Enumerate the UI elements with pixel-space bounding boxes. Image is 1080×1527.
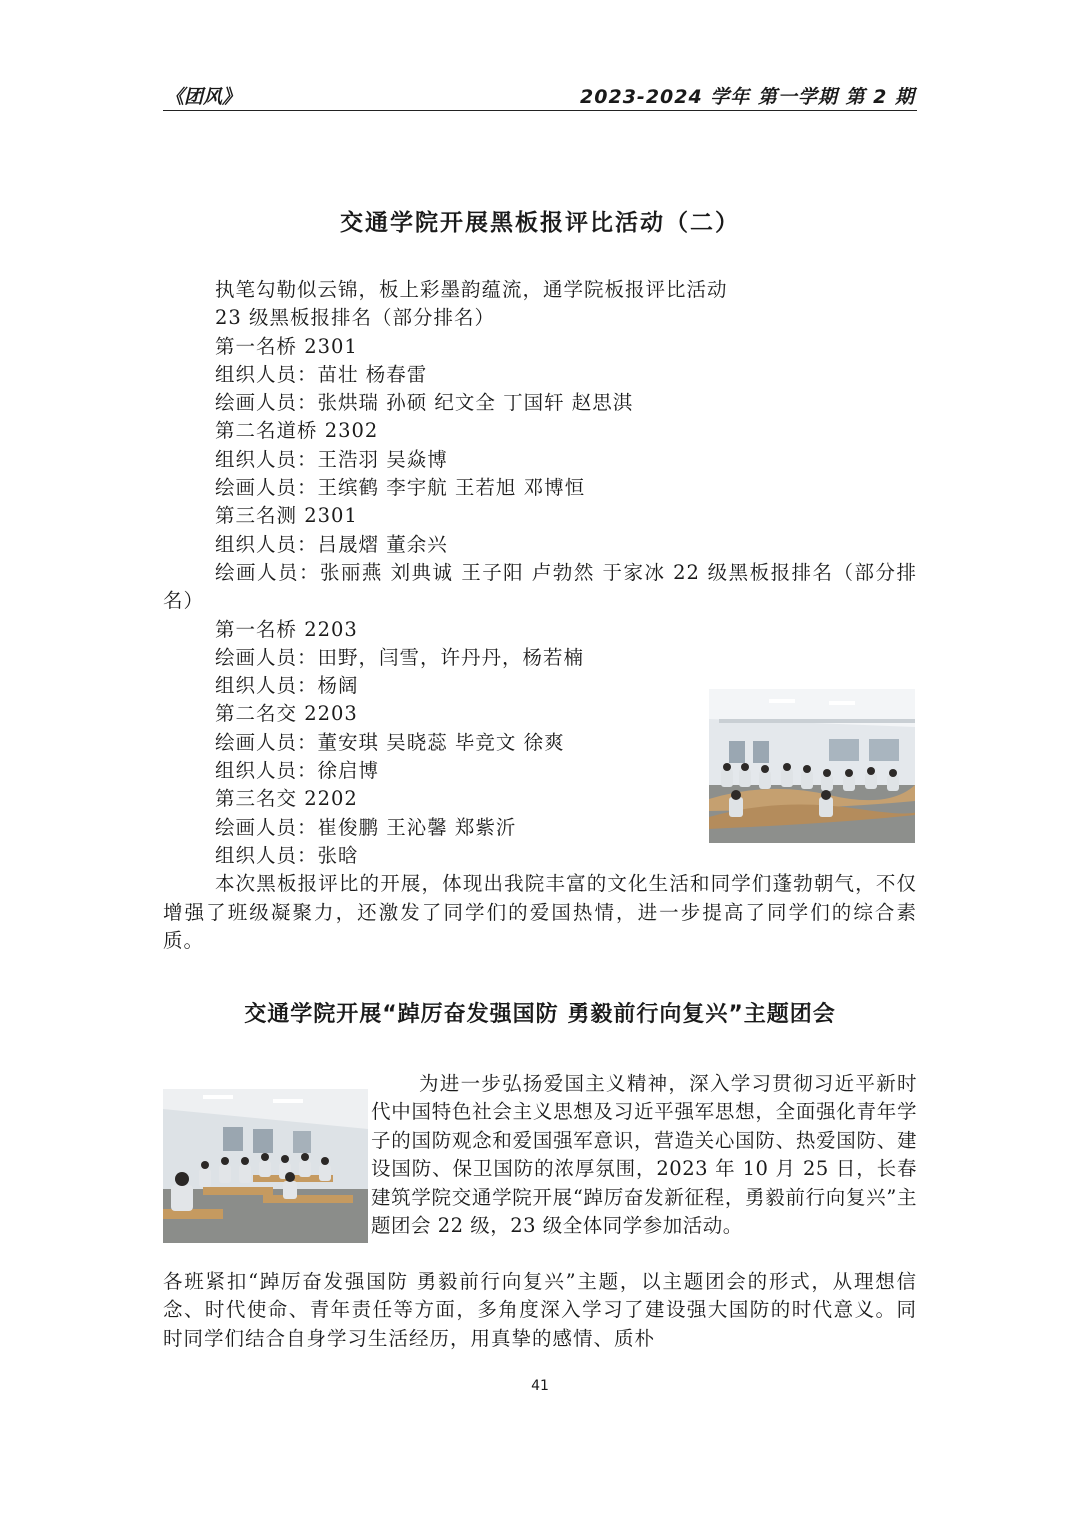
- page-header: [163, 80, 917, 111]
- g23-second-org: 组织人员：王浩羽 吴焱博: [215, 447, 448, 471]
- journal-name: 《团风》: [165, 86, 242, 108]
- g22-third: 第三名交 2202: [215, 787, 358, 811]
- classroom-photo-1: [709, 689, 915, 843]
- g22-second-paint: 绘画人员：董安琪 吴晓蕊 毕竞文 徐爽: [215, 730, 565, 754]
- g23-first: 第一名桥 2301: [215, 334, 358, 358]
- g23-first-org: 组织人员：苗壮 杨春雷: [215, 362, 428, 386]
- g22-second-org: 组织人员：徐启博: [215, 759, 380, 783]
- article1-title: 交通学院开展黑板报评比活动（二）: [340, 210, 740, 236]
- g23-third-paint: 绘画人员：张丽燕 刘典诚 王子阳 卢勃然 于家冰 22 级黑板报排名（部分排名）: [163, 560, 917, 613]
- classroom-photo-1-image: [709, 689, 915, 843]
- g23-first-paint: 绘画人员：张烘瑞 孙硕 纪文全 丁国轩 赵思淇: [215, 391, 634, 415]
- conclusion-paragraph: 本次黑板报评比的开展，体现出我院丰富的文化生活和同学们蓬勃朝气，不仅增强了班级凝聚力，还激发了同学们的爱国热情，进一步提高了同学们的综合素质。: [163, 872, 917, 952]
- g23-second: 第二名道桥 2302: [215, 419, 379, 443]
- g22-third-paint: 绘画人员：崔俊鹏 王沁馨 郑紫沂: [215, 815, 517, 839]
- intro-line: 执笔勾勒似云锦，板上彩墨韵蕴流，通学院板报评比活动: [215, 278, 728, 301]
- g22-first-paint: 绘画人员：田野，闫雪，许丹丹，杨若楠: [215, 645, 585, 669]
- g22-third-org: 组织人员：张晗: [215, 843, 359, 867]
- g22-second: 第二名交 2203: [215, 702, 358, 726]
- g23-third-org: 组织人员：吕晟熠 董余兴: [215, 532, 448, 556]
- article2-body-wrapped: [371, 1070, 917, 1240]
- issue-info: 2023-2024 学年 第一学期 第 2 期: [580, 86, 915, 108]
- g23-third: 第三名测 2301: [215, 504, 358, 528]
- article2-title: 交通学院开展“踔厉奋发强国防 勇毅前行向复兴”主题团会: [244, 1002, 836, 1027]
- article2-body-full: [163, 1268, 917, 1353]
- grade23-heading: 23 级黑板报排名（部分排名）: [215, 306, 496, 330]
- page-number: 41: [531, 1378, 549, 1394]
- article1-body: [163, 276, 917, 955]
- g22-first-org: 组织人员：杨阔: [215, 674, 359, 698]
- article2-paragraph-2: 各班紧扣“踔厉奋发强国防 勇毅前行向复兴”主题，以主题团会的形式，从理想信念、时代使命、青年责任等方面，多角度深入学习了建设强大国防的时代意义。同时同学们结合自身学习生活经历，用真挚的感情、质朴: [163, 1270, 917, 1350]
- classroom-photo-2-image: [163, 1089, 368, 1243]
- g23-second-paint: 绘画人员：王缤鹤 李宇航 王若旭 邓博恒: [215, 476, 586, 500]
- classroom-photo-2: [163, 1089, 368, 1243]
- article2-paragraph-1: 为进一步弘扬爱国主义精神，深入学习贯彻习近平新时代中国特色社会主义思想及习近平强军思想，全面强化青年学子的国防观念和爱国强军意识，营造关心国防、热爱国防、建设国防、保卫国防的浓厚氛围，2023 年 10 月 25 日，长春建筑学院交通学院开展“踔厉奋发新征程，勇毅前行向复兴”主题团会 22 级，23 级全体同学参加活动。: [371, 1072, 917, 1238]
- g22-first: 第一名桥 2203: [215, 617, 358, 641]
